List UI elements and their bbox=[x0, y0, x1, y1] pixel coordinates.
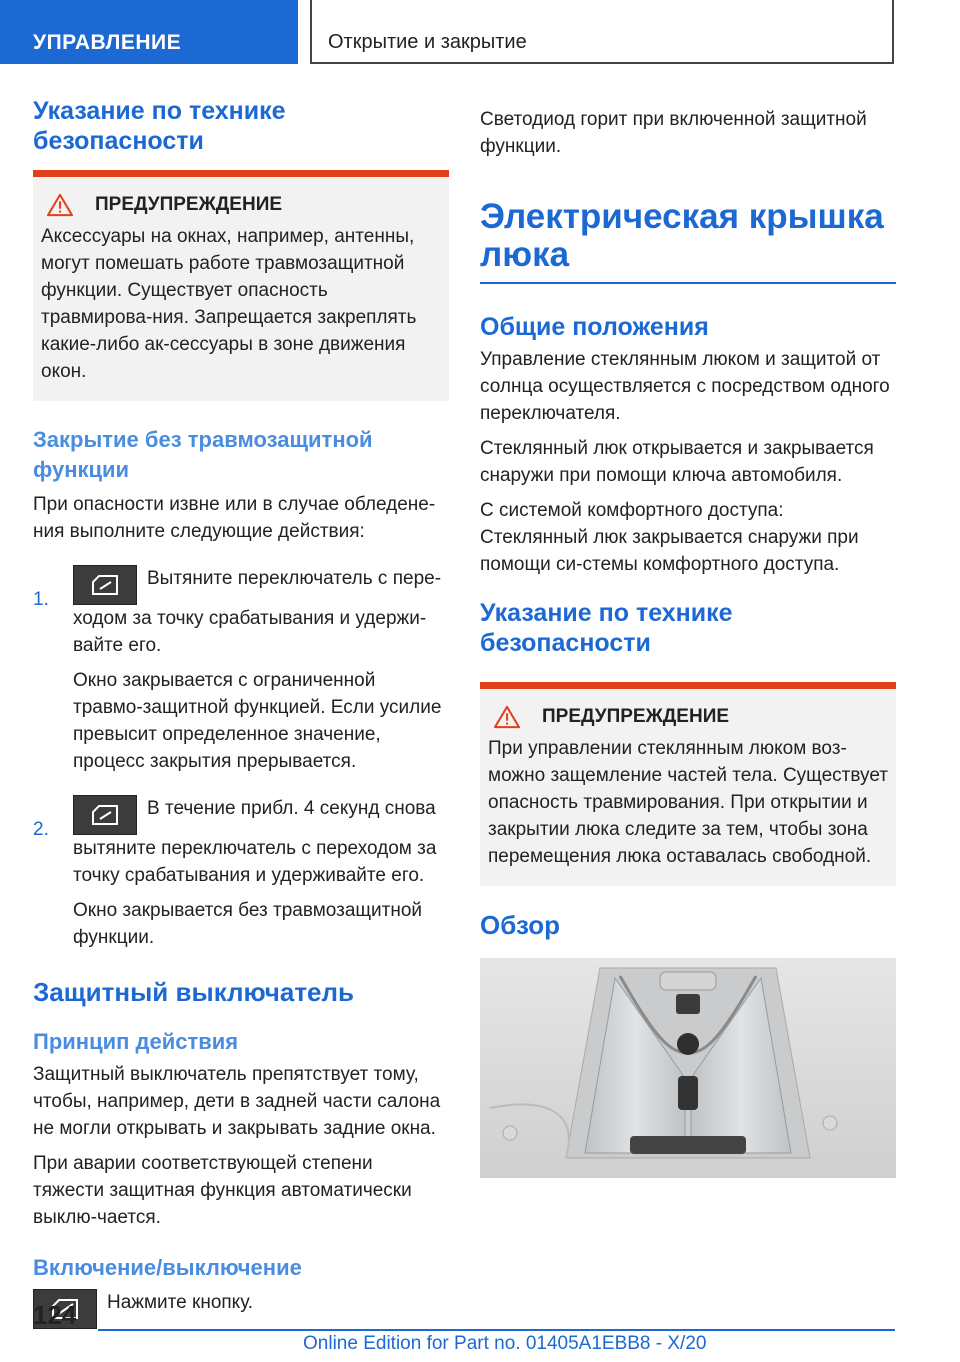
close-heading: Закрытие без травмозащитной функции bbox=[33, 427, 373, 482]
sunroof-heading: Электрическая крышка люка bbox=[480, 198, 896, 284]
step-text: В течение прибл. 4 секунд снова вытяните переключатель с переходом за точку срабатывания и удерживайте его. bbox=[73, 798, 437, 886]
principle-p1: Защитный выключатель препятствует тому, чтобы, например, дети в задней части салона не могли открывать и закрывать задние окна. bbox=[33, 1064, 441, 1139]
chapter-box bbox=[310, 0, 894, 64]
principle-heading: Принцип действия bbox=[33, 1029, 239, 1054]
safety-heading-left: Указание по технике безопасности bbox=[33, 97, 286, 155]
onoff-heading: Включение/выключение bbox=[33, 1255, 302, 1280]
chapter-title: Открытие и закрытие bbox=[328, 31, 527, 53]
step-number: 2. bbox=[33, 819, 49, 840]
overhead-console-image bbox=[480, 958, 896, 1178]
overview-heading: Обзор bbox=[480, 910, 560, 940]
general-heading: Общие положения bbox=[480, 313, 709, 341]
warning-box-sunroof bbox=[480, 682, 896, 886]
window-switch-icon bbox=[73, 565, 137, 605]
close-intro: При опасности извне или в случае обледене-ния выполните следующие действия: bbox=[33, 494, 436, 542]
warning-text: При управлении стеклянным люком воз-можно защемление частей тела. Существует опасность травмирования. При открытии и закрытии люка следите за тем, чтобы зона перемещения люка оставалась свободной. bbox=[488, 738, 888, 867]
step-note: Окно закрывается с ограниченной травмо-защитной функцией. Если усилие превысит определенное значение, процесс закрытия прерывается. bbox=[73, 670, 442, 772]
section-title: УПРАВЛЕНИЕ bbox=[33, 31, 182, 54]
step-note: Окно закрывается без травмозащитной функции. bbox=[73, 900, 423, 948]
footer-line bbox=[98, 1329, 895, 1331]
principle-p2: При аварии соответствующей степени тяжести защитная функция автоматически выклю-чается. bbox=[33, 1153, 412, 1228]
warning-title: ПРЕДУПРЕЖДЕНИЕ bbox=[488, 705, 888, 729]
page-number: 124 bbox=[33, 1300, 77, 1330]
general-p2: Стеклянный люк открывается и закрывается снаружи при помощи ключа автомобиля. bbox=[480, 438, 874, 486]
step-2 bbox=[33, 795, 449, 951]
right-column bbox=[480, 106, 896, 1178]
warning-triangle-icon bbox=[45, 193, 75, 217]
onoff-text: Нажмите кнопку. bbox=[107, 1292, 254, 1313]
step-1 bbox=[33, 565, 449, 775]
edition-text: Online Edition for Part no. 01405A1EBB8 - X/20 bbox=[303, 1333, 707, 1354]
step-number: 1. bbox=[33, 589, 49, 610]
warning-title: ПРЕДУПРЕЖДЕНИЕ bbox=[41, 193, 441, 217]
general-p1: Управление стеклянным люком и защитой от солнца осуществляется с посредством одного переключателя. bbox=[480, 349, 890, 424]
left-column bbox=[33, 96, 449, 1329]
onoff-row bbox=[33, 1289, 449, 1329]
safety-heading-right: Указание по технике безопасности bbox=[480, 599, 733, 657]
warning-box-windows bbox=[33, 170, 449, 401]
general-p3: С системой комфортного доступа: Стеклянный люк закрывается снаружи при помощи си-стемы комфортного доступа. bbox=[480, 500, 859, 575]
warning-text: Аксессуары на окнах, например, антенны, могут помешать работе травмозащитной функции. Существует опасность травмирова-ния. Запрещается закреплять какие-либо ак-сессуары в зоне движения окон. bbox=[41, 226, 417, 382]
step-text: Вытяните переключатель с пере-ходом за точку срабатывания и удержи-вайте его. bbox=[73, 568, 442, 656]
overhead-console-photo bbox=[480, 958, 896, 1178]
led-text: Светодиод горит при включенной защитной функции. bbox=[480, 109, 867, 157]
warning-triangle-icon bbox=[492, 705, 522, 729]
child-lock-heading: Защитный выключатель bbox=[33, 977, 355, 1007]
section-tab bbox=[0, 0, 298, 64]
window-switch-icon bbox=[73, 795, 137, 835]
